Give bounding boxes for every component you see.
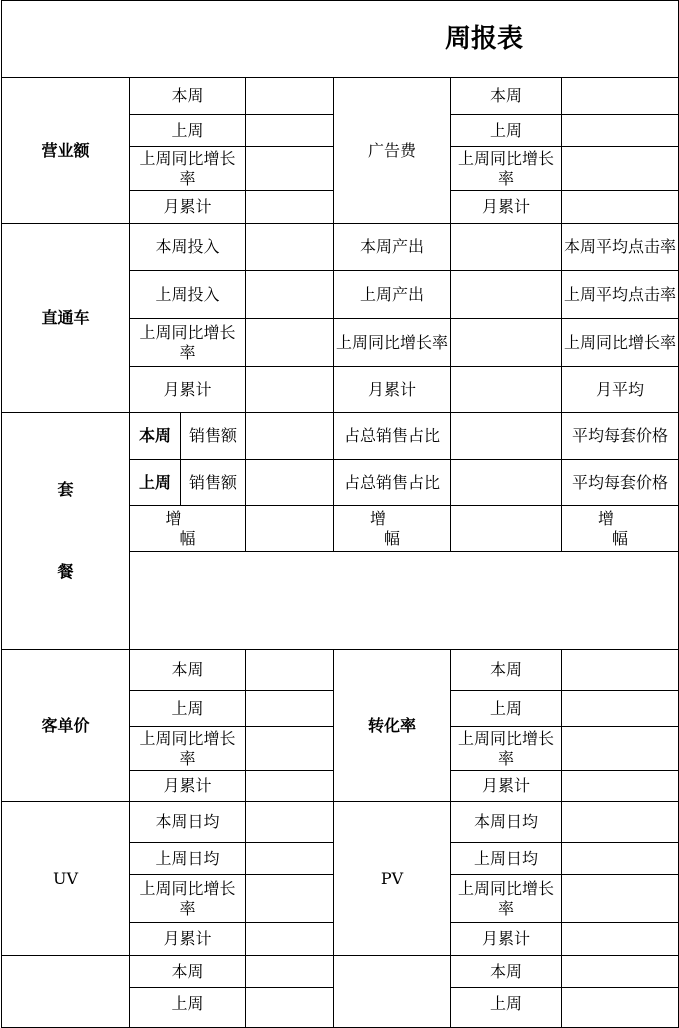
pv-label: 月累计 <box>451 923 562 956</box>
revenue-value[interactable] <box>246 78 334 115</box>
package-growth-label: 增 幅 <box>130 506 246 552</box>
ztc-input-value[interactable] <box>246 271 334 319</box>
unit-price-label: 上周 <box>130 691 246 727</box>
ad-label: 月累计 <box>451 191 562 224</box>
section-package <box>2 413 130 650</box>
last-right-label: 上周 <box>451 988 562 1028</box>
uv-label: 本周日均 <box>130 802 246 843</box>
ztc-input-value[interactable] <box>246 367 334 413</box>
package-name-top: 套 <box>57 480 74 499</box>
last-right-label: 本周 <box>451 956 562 988</box>
section-ad-cost: 广告费 <box>334 78 451 224</box>
conversion-value[interactable] <box>562 691 679 727</box>
ztc-ctr-label: 上周平均点击率 <box>562 271 679 319</box>
pv-label: 上周日均 <box>451 843 562 875</box>
package-growth-value[interactable] <box>451 506 562 552</box>
conversion-value[interactable] <box>562 727 679 771</box>
ztc-output-label: 月累计 <box>334 367 451 413</box>
ztc-output-label: 本周产出 <box>334 224 451 271</box>
uv-value[interactable] <box>246 802 334 843</box>
ztc-input-label: 上周投入 <box>130 271 246 319</box>
unit-price-value[interactable] <box>246 650 334 691</box>
package-share-value[interactable] <box>451 413 562 460</box>
package-avg-price-label: 平均每套价格 <box>562 460 679 506</box>
ztc-ctr-label: 本周平均点击率 <box>562 224 679 271</box>
revenue-value[interactable] <box>246 191 334 224</box>
conversion-label: 本周 <box>451 650 562 691</box>
section-uv: UV <box>2 802 130 956</box>
ztc-output-value[interactable] <box>451 271 562 319</box>
conversion-label: 上周同比增长率 <box>451 727 562 771</box>
revenue-label: 上周 <box>130 115 246 147</box>
unit-price-value[interactable] <box>246 691 334 727</box>
uv-label: 月累计 <box>130 923 246 956</box>
package-sales-value[interactable] <box>246 460 334 506</box>
last-left-value[interactable] <box>246 956 334 988</box>
unit-price-label: 上周同比增长率 <box>130 727 246 771</box>
ztc-input-label: 本周投入 <box>130 224 246 271</box>
section-unit-price: 客单价 <box>2 650 130 802</box>
conversion-value[interactable] <box>562 771 679 802</box>
package-name-bottom: 餐 <box>57 562 74 581</box>
revenue-label: 月累计 <box>130 191 246 224</box>
pv-label: 上周同比增长率 <box>451 875 562 923</box>
uv-value[interactable] <box>246 923 334 956</box>
pv-value[interactable] <box>562 843 679 875</box>
ztc-ctr-label: 上周同比增长率 <box>562 319 679 367</box>
package-growth-label: 增 幅 <box>334 506 451 552</box>
ztc-output-value[interactable] <box>451 319 562 367</box>
ztc-input-label: 上周同比增长率 <box>130 319 246 367</box>
package-share-value[interactable] <box>451 460 562 506</box>
revenue-label: 上周同比增长率 <box>130 147 246 191</box>
package-last-week: 上周 <box>130 460 181 506</box>
conversion-value[interactable] <box>562 650 679 691</box>
pv-value[interactable] <box>562 875 679 923</box>
section-conversion: 转化率 <box>334 650 451 802</box>
weekly-report-table <box>1 0 679 1028</box>
ad-value[interactable] <box>562 147 679 191</box>
section-ztc: 直通车 <box>2 224 130 413</box>
revenue-value[interactable] <box>246 147 334 191</box>
section-pv: PV <box>334 802 451 956</box>
ztc-output-label: 上周产出 <box>334 271 451 319</box>
ad-label: 上周同比增长率 <box>451 147 562 191</box>
section-last-left <box>2 956 130 1028</box>
ztc-input-label: 月累计 <box>130 367 246 413</box>
revenue-value[interactable] <box>246 115 334 147</box>
conversion-label: 上周 <box>451 691 562 727</box>
ztc-input-value[interactable] <box>246 224 334 271</box>
unit-price-label: 月累计 <box>130 771 246 802</box>
package-notes-area[interactable] <box>130 552 679 650</box>
uv-label: 上周日均 <box>130 843 246 875</box>
package-this-week: 本周 <box>130 413 181 460</box>
revenue-label: 本周 <box>130 78 246 115</box>
package-share-label: 占总销售占比 <box>334 413 451 460</box>
package-sales-value[interactable] <box>246 413 334 460</box>
last-right-value[interactable] <box>562 956 679 988</box>
package-avg-price-label: 平均每套价格 <box>562 413 679 460</box>
section-last-right <box>334 956 451 1028</box>
ad-value[interactable] <box>562 78 679 115</box>
package-sales-label: 销售额 <box>181 413 246 460</box>
uv-value[interactable] <box>246 843 334 875</box>
ad-label: 本周 <box>451 78 562 115</box>
package-growth-value[interactable] <box>246 506 334 552</box>
package-sales-label: 销售额 <box>181 460 246 506</box>
pv-label: 本周日均 <box>451 802 562 843</box>
ztc-output-value[interactable] <box>451 224 562 271</box>
ad-value[interactable] <box>562 115 679 147</box>
conversion-label: 月累计 <box>451 771 562 802</box>
last-left-label: 本周 <box>130 956 246 988</box>
package-share-label: 占总销售占比 <box>334 460 451 506</box>
ztc-ctr-label: 月平均 <box>562 367 679 413</box>
unit-price-label: 本周 <box>130 650 246 691</box>
last-left-label: 上周 <box>130 988 246 1028</box>
uv-value[interactable] <box>246 875 334 923</box>
pv-value[interactable] <box>562 802 679 843</box>
pv-value[interactable] <box>562 923 679 956</box>
uv-label: 上周同比增长率 <box>130 875 246 923</box>
report-title: 周报表 <box>2 1 679 78</box>
ztc-output-value[interactable] <box>451 367 562 413</box>
ztc-output-label: 上周同比增长率 <box>334 319 451 367</box>
section-revenue: 营业额 <box>2 78 130 224</box>
package-growth-label: 增 幅 <box>562 506 679 552</box>
ad-label: 上周 <box>451 115 562 147</box>
ztc-input-value[interactable] <box>246 319 334 367</box>
unit-price-value[interactable] <box>246 771 334 802</box>
ad-value[interactable] <box>562 191 679 224</box>
unit-price-value[interactable] <box>246 727 334 771</box>
